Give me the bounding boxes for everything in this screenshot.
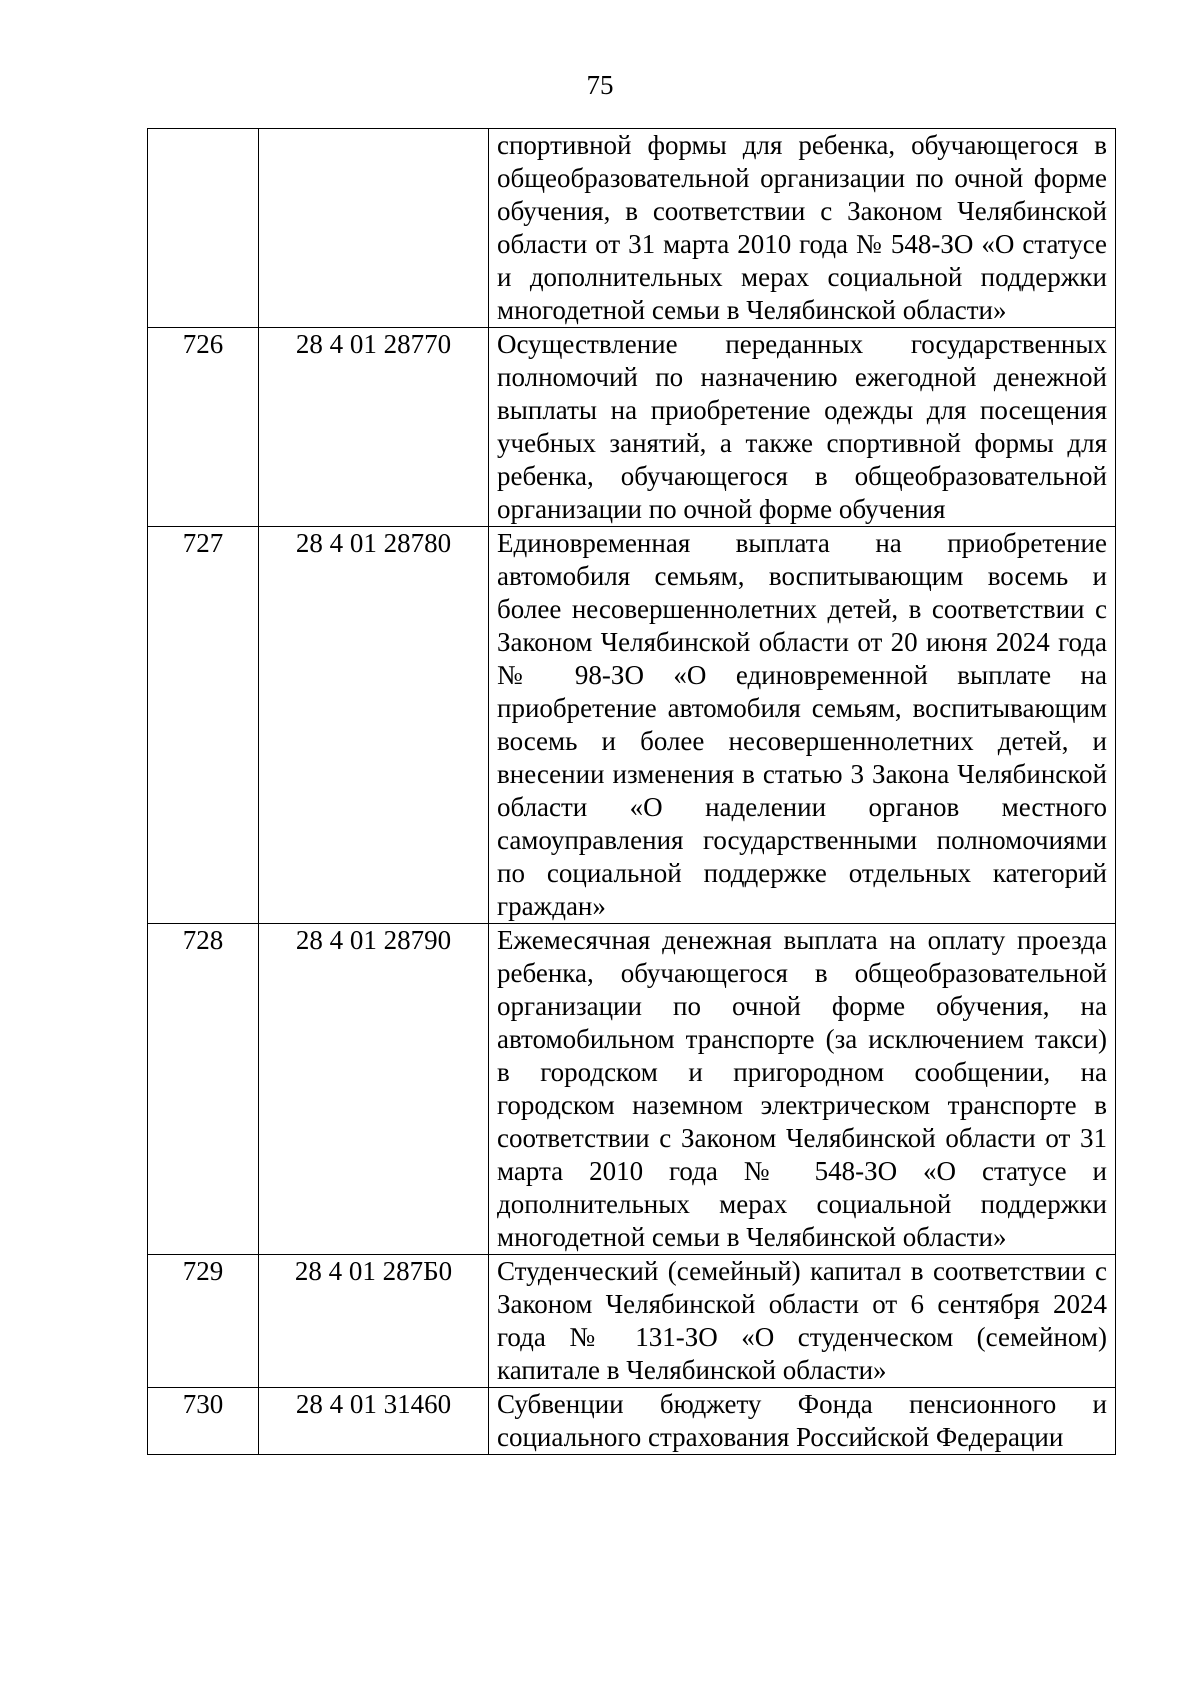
row-number-cell: 729 [148,1255,259,1388]
row-number-cell: 726 [148,328,259,527]
row-number-cell [148,129,259,328]
budget-table [147,128,1116,1455]
description-cell [489,924,1116,1255]
row-number-cell: 730 [148,1388,259,1455]
code-cell: 28 4 01 28780 [259,527,489,924]
row-number-cell: 728 [148,924,259,1255]
page-number: 75 [586,70,614,100]
description-cell [489,129,1116,328]
row-number-cell: 727 [148,527,259,924]
table-row [148,924,1116,1255]
code-cell: 28 4 01 287Б0 [259,1255,489,1388]
code-cell: 28 4 01 28790 [259,924,489,1255]
table-row [148,527,1116,924]
description-text: Ежемесячная денежная выплата на оплату проезда ребенка, обучающегося в общеобразовательной организации по очной форме обучения, на автомобильном транспорте (за исключением такси) в городском и пригородном сообщении, на городском наземном электрическом транспорте в соответствии с Законом Челябинской области от 31 марта 2010 года № 548-ЗО «О статусе и дополнительных мерах социальной поддержки многодетной семьи в Челябинской области» [497,925,1107,1252]
description-cell [489,527,1116,924]
description-text: Студенческий (семейный) капитал в соответствии с Законом Челябинской области от 6 сентября 2024 года № 131-ЗО «О студенческом (семейном) капитале в Челябинской области» [497,1256,1107,1385]
description-text: спортивной формы для ребенка, обучающегося в общеобразовательной организации по очной форме обучения, в соответствии с Законом Челябинской области от 31 марта 2010 года № 548-ЗО «О статусе и дополнительных мерах социальной поддержки многодетной семьи в Челябинской области» [497,130,1107,325]
table-row [148,129,1116,328]
code-cell: 28 4 01 28770 [259,328,489,527]
table-row [148,328,1116,527]
description-text: Единовременная выплата на приобретение автомобиля семьям, воспитывающим восемь и более несовершеннолетних детей, в соответствии с Законом Челябинской области от 20 июня 2024 года № 98-ЗО «О единовременной выплате на приобретение автомобиля семьям, воспитывающим восемь и более несовершеннолетних детей, и внесении изменения в статью 3 Закона Челябинской области «О наделении органов местного самоуправления государственными полномочиями по социальной поддержке отдельных категорий граждан» [497,528,1107,921]
code-cell [259,129,489,328]
table-row [148,1388,1116,1455]
description-cell [489,1388,1116,1455]
description-cell [489,328,1116,527]
description-text: Субвенции бюджету Фонда пенсионного и социального страхования Российской Федерации [497,1389,1107,1452]
description-text: Осуществление переданных государственных полномочий по назначению ежегодной денежной выплаты на приобретение одежды для посещения учебных занятий, а также спортивной формы для ребенка, обучающегося в общеобразовательной организации по очной форме обучения [497,329,1107,524]
code-cell: 28 4 01 31460 [259,1388,489,1455]
description-cell [489,1255,1116,1388]
table-row [148,1255,1116,1388]
